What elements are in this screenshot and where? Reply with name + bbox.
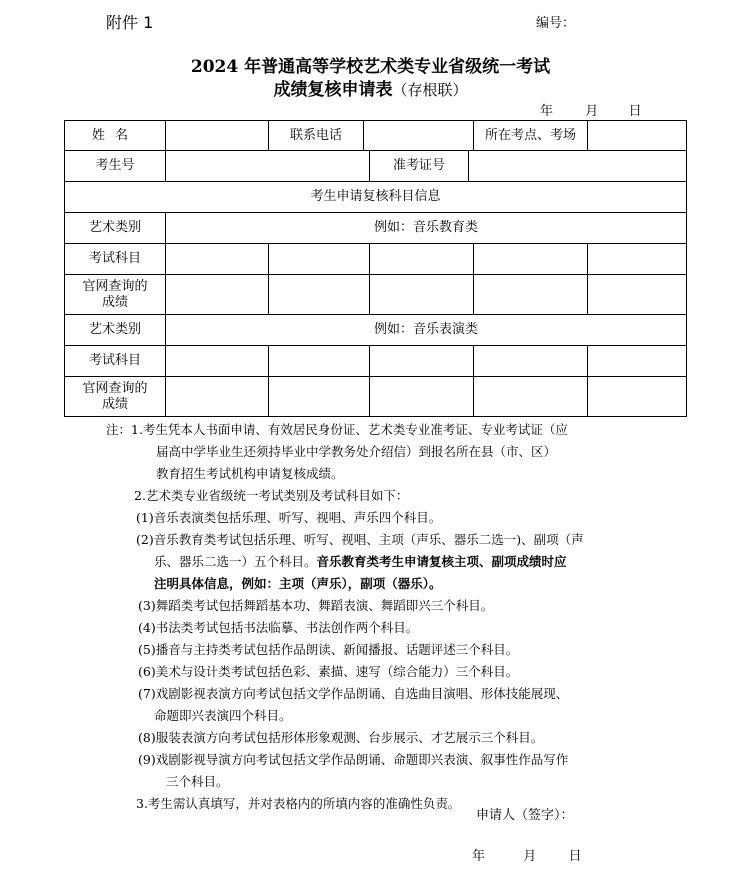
note-line: 命题即兴表演四个科目。 bbox=[154, 708, 292, 723]
score-cell[interactable] bbox=[269, 275, 370, 315]
table-row bbox=[65, 244, 687, 275]
section-title: 考生申请复核科目信息 bbox=[65, 182, 687, 213]
score-cell[interactable] bbox=[370, 377, 474, 417]
note-line: (5)播音与主持类考试包括作品朗读、新闻播报、话题评述三个科目。 bbox=[138, 642, 519, 657]
exam-subject-label: 考试科目 bbox=[65, 346, 166, 377]
subject-cell[interactable] bbox=[269, 244, 370, 275]
exam-site-input[interactable] bbox=[588, 121, 687, 151]
admission-number-label: 准考证号 bbox=[370, 151, 469, 182]
note-line: 教育招生考试机构申请复核成绩。 bbox=[156, 466, 344, 481]
date-month: 月 bbox=[585, 104, 599, 119]
note-line: (1)音乐表演类包括乐理、听写、视唱、声乐四个科目。 bbox=[136, 510, 442, 525]
page-title-line2 bbox=[0, 75, 741, 100]
official-score-label-line2: 成绩 bbox=[101, 396, 128, 412]
art-category-label: 艺术类别 bbox=[65, 315, 166, 346]
score-cell[interactable] bbox=[588, 275, 687, 315]
table-row bbox=[65, 315, 687, 346]
table-row bbox=[65, 213, 687, 244]
note-line: (8)服装表演方向考试包括形体形象观测、台步展示、才艺展示三个科目。 bbox=[138, 730, 544, 745]
subject-cell[interactable] bbox=[166, 244, 269, 275]
subject-cell[interactable] bbox=[269, 346, 370, 377]
name-label: 姓名 bbox=[65, 121, 166, 151]
attachment-label: 附件 1 bbox=[106, 13, 154, 32]
table-row bbox=[65, 275, 687, 315]
note-line: 届高中学毕业生还须持毕业中学教务处介绍信）到报名所在县（市、区） bbox=[156, 444, 557, 459]
score-cell[interactable] bbox=[474, 377, 588, 417]
art-category-example-2[interactable]: 例如：音乐表演类 bbox=[166, 315, 687, 346]
note-line: (2)音乐教育类考试包括乐理、听写、视唱、主项（声乐、器乐二选一)、副项（声 bbox=[136, 532, 584, 547]
art-category-example-1[interactable]: 例如：音乐教育类 bbox=[166, 213, 687, 244]
note-line-bold: 注明具体信息，例如：主项（声乐），副项（器乐）。 bbox=[154, 576, 442, 591]
phone-input[interactable] bbox=[364, 121, 474, 151]
candidate-number-input[interactable] bbox=[166, 151, 370, 182]
score-cell[interactable] bbox=[166, 377, 269, 417]
official-score-label bbox=[65, 377, 166, 417]
name-input[interactable] bbox=[166, 121, 269, 151]
note-line-part: 乐、器乐二选一）五个科目。 bbox=[154, 554, 317, 569]
date-line-top bbox=[540, 100, 642, 119]
note-line bbox=[154, 552, 567, 572]
subject-cell[interactable] bbox=[370, 346, 474, 377]
note-line: (3)舞蹈类考试包括舞蹈基本功、舞蹈表演、舞蹈即兴三个科目。 bbox=[138, 598, 494, 613]
subject-cell[interactable] bbox=[474, 346, 588, 377]
phone-label: 联系电话 bbox=[269, 121, 364, 151]
serial-number-label: 编号： bbox=[536, 16, 576, 31]
note-line: 3.考生需认真填写，并对表格内的所填内容的准确性负责。 bbox=[136, 796, 461, 811]
table-row bbox=[65, 182, 687, 213]
date-month: 月 bbox=[523, 849, 537, 864]
subject-cell[interactable] bbox=[588, 244, 687, 275]
subject-cell[interactable] bbox=[166, 346, 269, 377]
subject-cell[interactable] bbox=[370, 244, 474, 275]
page-title-suffix: （存根联） bbox=[392, 81, 468, 99]
note-line: (9)戏剧影视导演方向考试包括文学作品朗诵、命题即兴表演、叙事性作品写作 bbox=[138, 752, 569, 767]
score-cell[interactable] bbox=[588, 377, 687, 417]
date-day: 日 bbox=[628, 104, 642, 119]
official-score-label bbox=[65, 275, 166, 315]
date-year: 年 bbox=[472, 849, 486, 864]
official-score-label-line1: 官网查询的 bbox=[82, 380, 148, 396]
date-year: 年 bbox=[540, 104, 554, 119]
candidate-number-label: 考生号 bbox=[65, 151, 166, 182]
note-line: (4)书法类考试包括书法临摹、书法创作两个科目。 bbox=[138, 620, 419, 635]
note-line: 三个科目。 bbox=[166, 774, 229, 789]
date-line-bottom bbox=[472, 845, 582, 864]
note-line: 2.艺术类专业省级统一考试类别及考试科目如下： bbox=[134, 488, 409, 503]
page-title-main: 成绩复核申请表 bbox=[273, 80, 393, 100]
table-row bbox=[65, 121, 687, 151]
art-category-label: 艺术类别 bbox=[65, 213, 166, 244]
application-form-table bbox=[64, 120, 687, 417]
official-score-label-line2: 成绩 bbox=[101, 294, 128, 310]
score-cell[interactable] bbox=[474, 275, 588, 315]
table-row bbox=[65, 151, 687, 182]
admission-number-input[interactable] bbox=[469, 151, 687, 182]
applicant-signature-label: 申请人（签字）： bbox=[476, 808, 574, 823]
note-line-bold: 音乐教育类考生申请复核主项、副项成绩时应 bbox=[316, 554, 567, 569]
exam-site-label: 所在考点、考场 bbox=[474, 121, 588, 151]
exam-subject-label: 考试科目 bbox=[65, 244, 166, 275]
score-cell[interactable] bbox=[269, 377, 370, 417]
score-cell[interactable] bbox=[370, 275, 474, 315]
table-row bbox=[65, 346, 687, 377]
subject-cell[interactable] bbox=[588, 346, 687, 377]
date-day: 日 bbox=[568, 849, 582, 864]
note-line: 注：1.考生凭本人书面申请、有效居民身份证、艺术类专业准考证、专业考试证（应 bbox=[106, 422, 568, 437]
page-title-line1: 2024 年普通高等学校艺术类专业省级统一考试 bbox=[190, 57, 551, 77]
table-row bbox=[65, 377, 687, 417]
note-line: (7)戏剧影视表演方向考试包括文学作品朗诵、自选曲目演唱、形体技能展现、 bbox=[138, 686, 569, 701]
score-cell[interactable] bbox=[166, 275, 269, 315]
subject-cell[interactable] bbox=[474, 244, 588, 275]
official-score-label-line1: 官网查询的 bbox=[82, 278, 148, 294]
note-line: (6)美术与设计类考试包括色彩、素描、速写（综合能力）三个科目。 bbox=[138, 664, 519, 679]
